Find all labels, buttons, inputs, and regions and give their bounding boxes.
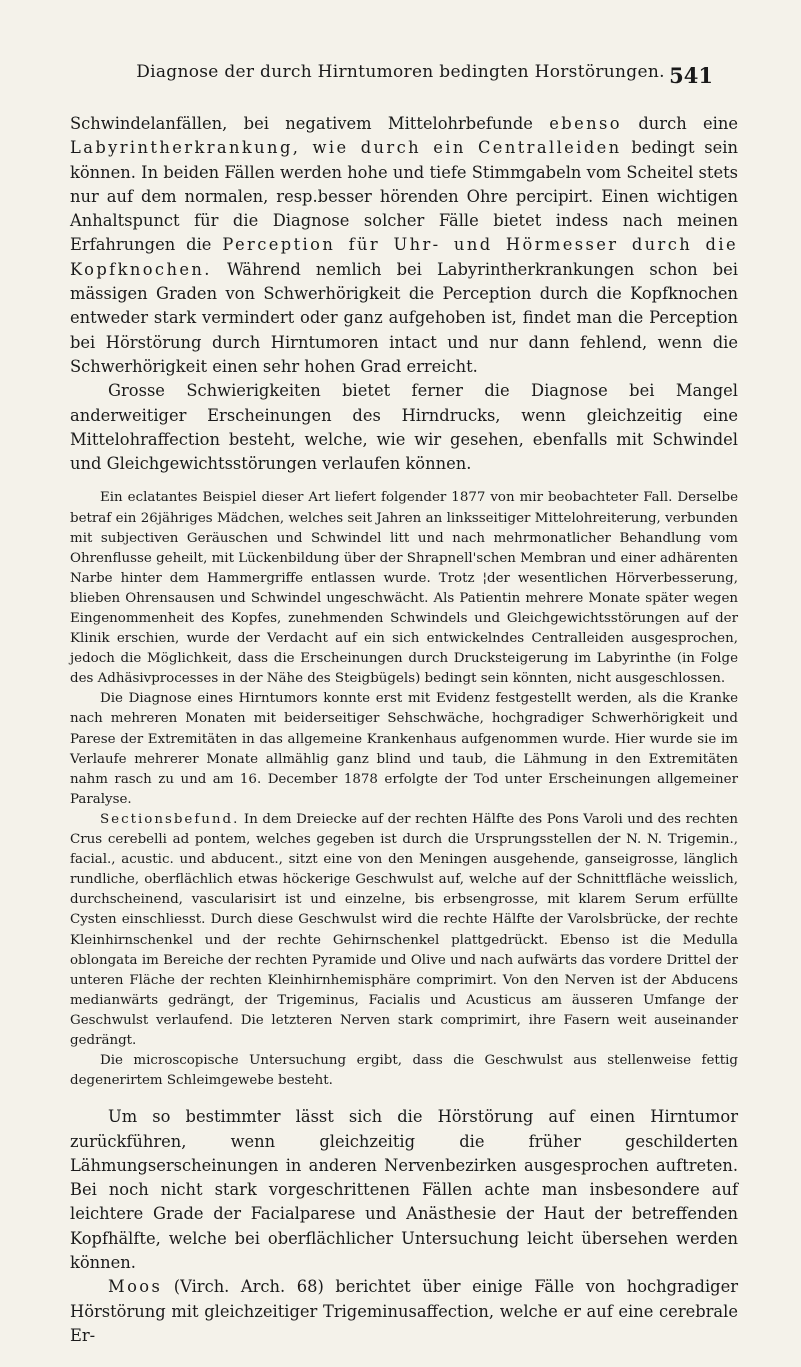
author-name-moos: Moos — [108, 1277, 163, 1297]
section-findings-heading: Sectionsbefund. — [100, 811, 240, 827]
microscopy-paragraph: Die microscopische Untersuchung ergibt, dass die Geschwulst aus stellenweise fettig degenerirtem Schleimgewebe besteht. — [70, 1053, 738, 1089]
case-report-paragraph-1: Ein eclatantes Beispiel dieser Art liefert folgender 1877 von mir beobachteter Fall. Derselbe betraf ein 26jähriges Mädchen, welches seit Jahren an linksseitiger Mittelohreiterung, verbunden mit subjectiven Geräuschen und Schwindel litt und nach mehrmonatlicher Behandlung vom Ohrenflusse geheilt, mit Lückenbildung über der Shrapnell'schen Membran und einer adhärenten Narbe hinter dem Hammergriffe entlassen wurde. Trotz ¦der wesentlichen Hörverbesserung, blieben Ohrensausen und Schwindel ungeschwächt. Als Patientin mehrere Monate später wegen Eingenommenheit des Kopfes, zunehmenden Schwindels und Gleichgewichtsstörungen auf der Klinik erschien, wurde der Verdacht auf ein sich entwickelndes Centralleiden ausgesprochen, jedoch die Möglichkeit, dass die Erscheinungen durch Drucksteigerung im Labyrinthe (in Folge des Adhäsivprocesses in der Nähe des Steigbügels) bedingt sein könnten, nicht ausgeschlossen. — [70, 490, 738, 687]
paragraph-4-text: (Virch. Arch. 68) berichtet über einige Fälle von hochgradiger Hörstörung mit gleichzeitiger Trigeminusaffection, welche er auf eine cerebrale Er- — [70, 1277, 738, 1345]
paragraph-1-text-a: Schwindelanfällen, bei negativem Mittelohrbefunde — [70, 114, 550, 133]
paragraph-1-text-e: bedingt sein können. In beiden Fällen werden hohe und tiefe Stimmgabeln vom Scheitel stets nur auf dem normalen, resp.besser hörenden Ohre percipirt. Einen wichtigen Anhaltspunct für die Diagnose solcher Fälle bietet indess nach meinen Erfahrungen die — [70, 138, 738, 255]
paragraph-1-text-g: Während nemlich bei Labyrintherkrankungen schon bei mässigen Graden von Schwerhörigkeit die Perception durch die Kopfknochen entweder stark vermindert oder ganz aufgehoben ist, findet man die Perception bei Hörstörung durch Hirntumoren intact und nur dann fehlend, wenn die Schwerhörigkeit einen sehr hohen Grad erreicht. — [70, 259, 738, 376]
emphasis-perception: Perception für Uhr- und Hörmesser durch die Kopfknochen. — [70, 235, 738, 279]
emphasis-ebenso: ebenso — [549, 114, 623, 133]
paragraph-1-text-c: durch eine — [622, 114, 738, 133]
page-number: 541 — [669, 63, 713, 88]
paragraph-3: Um so bestimmter lässt sich die Hörstörung auf einen Hirntumor zurückführen, wenn gleichzeitig die früher geschilderten Lähmungserscheinungen in anderen Nervenbezirken ausgesprochen auftreten. Bei noch nicht stark vorgeschrittenen Fällen achte man insbesondere auf leichtere Grade der Facialparese und Anästhesie der Haut der betreffenden Kopfhälfte, welche bei oberflächlicher Untersuchung leicht übersehen werden können. — [70, 1107, 738, 1273]
section-findings-text: In dem Dreiecke auf der rechten Hälfte des Pons Varoli und des rechten Crus cerebelli ad pontem, welches gegeben ist durch die Ursprungsstellen der N. N. Trigemin., facial., acustic. und abducent., sitzt eine von den Meningen ausgehende, ganseigrosse, länglich rundliche, oberflächlich etwas höckerige Geschwulst auf, welche auf der Schnittfläche weisslich, durchscheinend, vascularisirt ist und einzelne, bis erbsengrosse, mit klarem Serum erfüllte Cysten einschliesst. Durch diese Geschwulst wird die rechte Hälfte der Varolsbrücke, der rechte Kleinhirnschenkel und der rechte Gehirnschenkel plattgedrückt. Ebenso ist die Medulla oblongata im Bereiche der rechten Pyramide und Olive und nach aufwärts das vordere Drittel der unteren Fläche der rechten Kleinhirnhemisphäre comprimirt. Von den Nerven ist der Abducens medianwärts gedrängt, der Trigeminus, Facialis und Acusticus am äusseren Umfange der Geschwulst verlaufend. Die letzteren Nerven stark comprimirt, ihre Fasern weit auseinander gedrängt. — [70, 811, 738, 1048]
case-report-paragraph-2: Die Diagnose eines Hirntumors konnte erst mit Evidenz festgestellt werden, als die Kranke nach mehreren Monaten mit beiderseitiger Sehschwäche, hochgradiger Schwerhörigkeit und Parese der Extremitäten in das allgemeine Krankenhaus aufgenommen wurde. Hier wurde sie im Verlaufe mehrerer Monate allmählig ganz blind und taub, die Lähmung in den Extremitäten nahm rasch zu und am 16. December 1878 erfolgte der Tod unter Erscheinungen allgemeiner Paralyse. — [70, 691, 738, 807]
body-text — [70, 112, 738, 1348]
paragraph-4 — [70, 1275, 738, 1348]
paragraph-1 — [70, 112, 738, 379]
page-header — [0, 62, 801, 92]
emphasis-labyrinth-central: Labyrintherkrankung, wie durch ein Centralleiden — [70, 138, 622, 158]
running-head: Diagnose der durch Hirntumoren bedingten Horstörungen. — [136, 62, 665, 82]
section-findings-paragraph — [70, 810, 738, 1051]
paragraph-2: Grosse Schwierigkeiten bietet ferner die Diagnose bei Mangel anderweitiger Erscheinungen des Hirndrucks, wenn gleichzeitig eine Mittelohraffection besteht, welche, wie wir gesehen, ebenfalls mit Schwindel und Gleichgewichtsstörungen verlaufen können. — [70, 381, 738, 474]
